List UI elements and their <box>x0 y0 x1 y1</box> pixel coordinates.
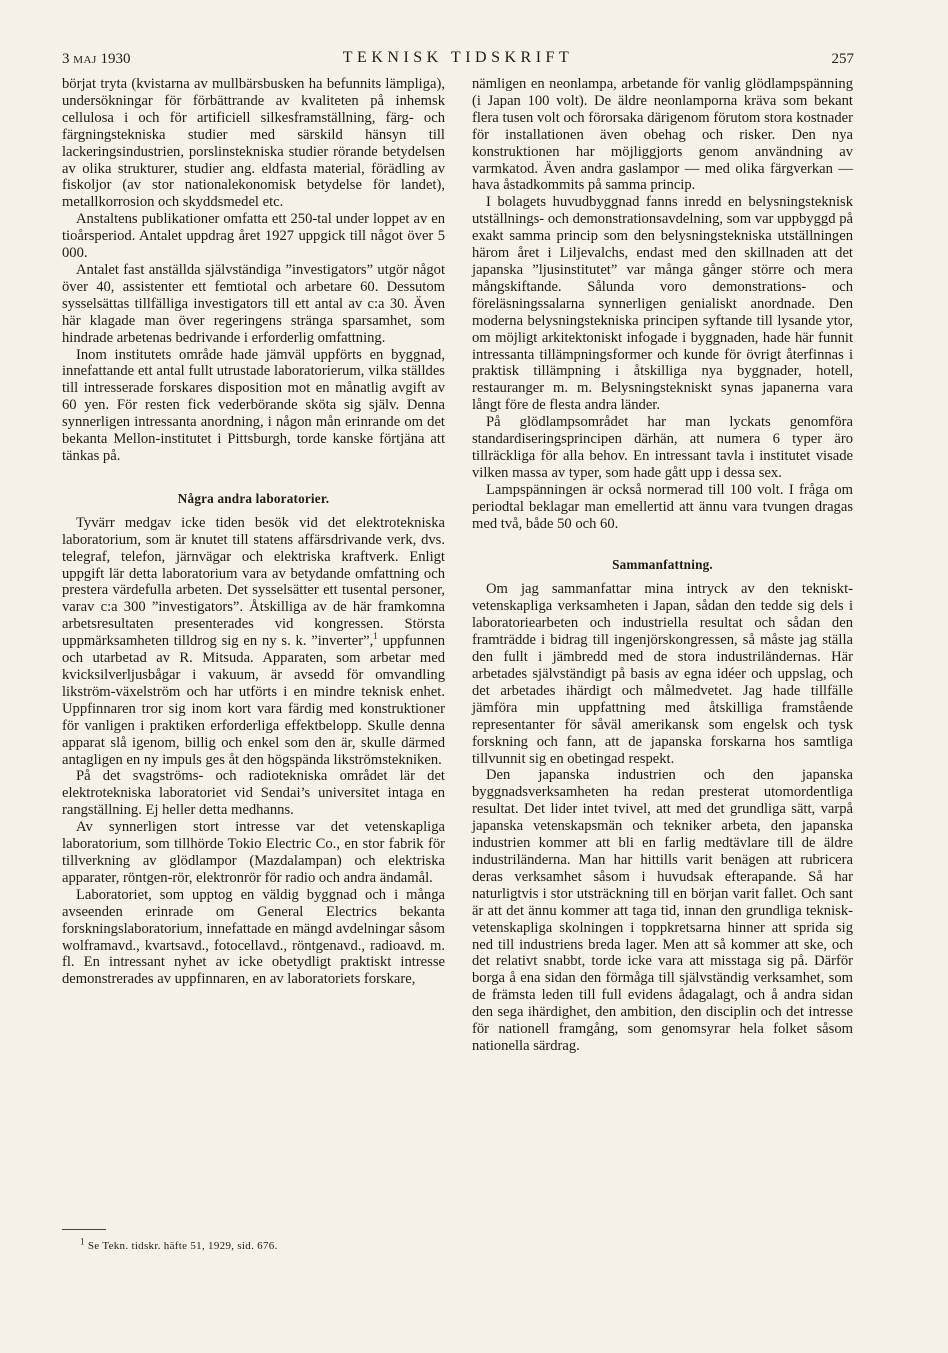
paragraph: Antalet fast anställda självständiga ”investigators” utgör något över 40, assistenter ett femtiotal och arbetare 60. Dessutom sysselsättas tillfälliga investigators till ett antal av c:a 30. Även här klagade man över regeringens stränga sparsamhet, som hindrade arbetenas bedrivande i erforderlig omfattning. <box>62 261 445 346</box>
date-day: 3 <box>62 51 70 67</box>
paragraph-text: uppfunnen och utarbetad av R. Mitsuda. Apparaten, som arbetar med kvicksilverljusbågar i vakuum, är avsedd för omvandling likström-växelström och har utförts i en mindre teknisk enhet. Uppfinnaren tror sig inom kort vara färdig med konstruktioner för vanligen i praktiken erforderliga effektbelopp. Skulle denna apparat slå igenom, billig och enkel som den är, skulle därmed antagligen en ny impuls ges åt den högspända likströmstekniken. <box>62 633 445 768</box>
paragraph: Den japanska industrien och den japanska byggnadsverksamheten ha redan presterat utomordentliga resultat. Det lider intet tvivel, att med det grundliga sätt, varpå japanska vetenskapsmän och tekniker arbeta, den japanska industrien kommer att bli en farlig medtävlare till de äldre industriländerna. Man har hittills varit benägen att rubricera deras verksamhet såsom i huvudsak efterapande. Så har naturligtvis i stor utsträckning till en början varit fallet. Och sant är att det ännu kommer att taga tid, innan den grundliga teknisk-vetenskapliga skolningen i toppkretsarna hinner att sprida sig ned till industriens breda lager. Men att så kommer att ske, och det relativt snabbt, torde icke vara att misstaga sig på. Därför borga å ena sidan den förmåga till självständig verksamhet, som de främsta leden till full evidens ådagalagt, och å andra sidan den sega ihärdighet, den ambition, den disciplin och det intresse för nationell framgång, som genomsyrar hela folket såsom nationella särdrag. <box>472 767 853 1054</box>
date-year: 1930 <box>100 51 131 67</box>
paragraph: nämligen en neonlampa, arbetande för vanlig glödlampspänning (i Japan 100 volt). De äldre neonlamporna kräva som bekant flera tusen volt och förorsaka därigenom förutom stora kostnader för installationen även obehag och risker. Den nya konstruktionen har möjliggjorts genom användning av varmkatod. Även andra gaslampor — med olika färgverkan — hava åstadkommits på samma princip. <box>472 76 853 194</box>
footnote-divider <box>62 1229 106 1230</box>
section-heading-summary: Sammanfattning. <box>612 557 713 573</box>
paragraph: Om jag sammanfattar mina intryck av den tekniskt-vetenskapliga verksamheten i Japan, sådan den tedde sig dels i laboratoriearbeten och industriella resultat och sådan den framträdde i bidrag till ingenjörskongressen, så måste jag ställa den fullt i jämbredd med de stora industriländernas. Här arbetades självständigt på basis av egna idéer och uppslag, och det arbetades ihärdigt och målmedvetet. Jag hade tillfälle jämföra min uppfattning med åtskilliga framstående representanter för såväl amerikansk som engelsk och tysk forskning och fann, att de japanska forskarna hos samtliga tillvunnit sig en obetingad respekt. <box>472 581 853 767</box>
right-column <box>472 76 853 1055</box>
page-header <box>62 49 854 71</box>
footnote <box>80 1236 278 1252</box>
paragraph: Anstaltens publikationer omfatta ett 250-tal under loppet av en tioårsperiod. Antalet uppdrag året 1927 uppgick till något över 5 000. <box>62 211 445 262</box>
paragraph: Lampspänningen är också normerad till 100 volt. I fråga om periodtal beklagar man emellertid att ännu vara tvungen dragas med två, både 50 och 60. <box>472 481 853 532</box>
paragraph: På det svagströms- och radiotekniska området lär det elektrotekniska laboratoriet vid Sendai’s universitet intaga en rangställning. Ej heller detta medhanns. <box>62 768 445 819</box>
paragraph: Laboratoriet, som upptog en väldig byggnad och i många avseenden erinrade om General Electrics bekanta forskningslaboratorium, innefattade en mängd avdelningar såsom wolframavd., kvartsavd., fotocellavd., röntgenavd., radioavd. m. fl. En intressant nyhet av icke obetydligt praktiskt intresse demonstrerades av uppfinnaren, en av laboratoriets forskare, <box>62 886 445 988</box>
left-column <box>62 76 445 988</box>
footnote-text: Se Tekn. tidskr. häfte 51, 1929, sid. 676. <box>87 1240 278 1252</box>
date-month: MAJ <box>73 54 97 66</box>
paragraph: börjat tryta (kvistarna av mullbärsbusken ha befunnits lämpliga), undersökningar för förbättrande av kvaliteten på inhemsk cellulosa i och för artificiell silkesframställning, färg- och färgningstekniska studier med särskild hänsyn till lackeringsindustrien, porslinstekniska studier rörande betydelsen av olika strukturer, studier ang. eldfasta material, förädling av fiskoljor (av stor nationalekonomisk betydelse för landet), metallkorrosion och skyddsmedel etc. <box>62 76 445 211</box>
page-number: 257 <box>831 51 854 67</box>
paragraph <box>62 515 445 769</box>
paragraph: Av synnerligen stort intresse var det vetenskapliga laboratorium, som tillhörde Tokio Electric Co., en stor fabrik för tillverkning av glödlampor (Mazdalampan) och elektriska apparater, röntgen-rör, elektronrör för radio och andra ändamål. <box>62 819 445 886</box>
paragraph: På glödlampsområdet har man lyckats genomföra standardiseringsprincipen därhän, att numera 6 typer äro tillräckliga för alla behov. En intressant tavla i institutet visade vilken massa av typer, som hade gått upp i dessa sex. <box>472 414 853 481</box>
footnote-reference: 1 <box>373 631 378 642</box>
section-heading-other-laboratories: Några andra laboratorier. <box>177 490 330 506</box>
footnote-marker: 1 <box>80 1236 85 1247</box>
journal-title: TEKNISK TIDSKRIFT <box>342 49 574 66</box>
paragraph: I bolagets huvudbyggnad fanns inredd en belysningsteknisk utställnings- och demonstrationsavdelning, som var uppbyggd på exakt samma princip som den belysningstekniska utställningen härom året i Liljevalchs, endast med den skillnaden att det japanska ”ljusinstitutet” var många gånger större och mera mångskiftande. Sålunda voro demonstrations- och föreläsningssalarna synnerligen genialiskt anordnade. Den moderna belysningstekniska principen syftande till lysande ytor, om möjligt arkitektoniskt infogade i byggnaden, hade här funnit intressanta tillämpningsformer och kunde för övrigt återfinnas i praktisk tillämpning i åtskilliga nya byggnader, hotell, restauranger m. m. Belysningstekniskt synas japanerna vara långt före de flesta andra länder. <box>472 194 853 414</box>
paragraph-text: Tyvärr medgav icke tiden besök vid det elektrotekniska laboratorium, som är knutet till statens affärsdrivande verk, dvs. telegraf, telefon, järnvägar och elektriska kraftverk. Enligt uppgift lär detta laboratorium vara av betydande omfattning och prestera värdefulla arbeten. Det sysselsätter ett tusental personer, varav c:a 300 ”investigators”. Åtskilliga av de här framkomna arbetsresultaten presenterades vid kongressen. Största uppmärksamheten tilldrog sig en ny s. k. ”inverter”, <box>62 514 445 650</box>
paragraph: Inom institutets område hade jämväl uppförts en byggnad, innefattande ett antal fullt utrustade laboratorierum, vilka ställdes till intresserade forskares disposition mot en månatlig avgift av 60 yen. För resten fick vederbörande sköta sig själv. Denna synnerligen intressanta anordning, i någon mån erinrande om det bekanta Mellon-institutet i Pittsburgh, torde kanske förtjäna att tänkas på. <box>62 346 445 464</box>
